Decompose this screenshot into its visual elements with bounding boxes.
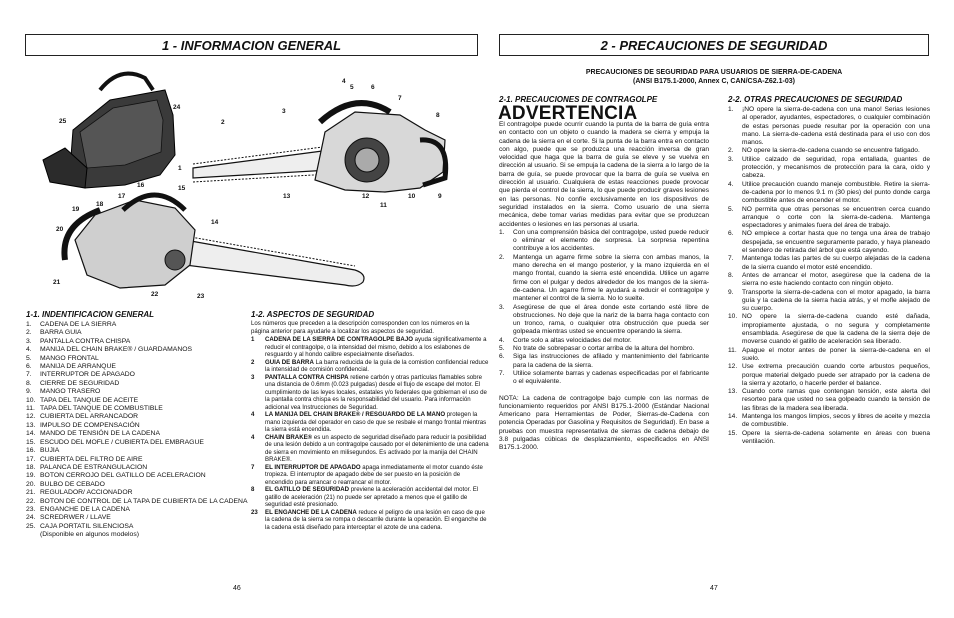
list-item: [251, 411, 489, 434]
list-item-number: [26, 531, 40, 539]
list-item-number: 8.: [728, 271, 734, 279]
list-item-text: ¡NO opere la sierra-de-cadena con una mano! Serias lesiones al operador, ayudantes, espectadores, o cualquier combinación de estas personas puede resultar por la operación con una mano. La sierra-de-cadena está destinada para el uso con dos manos.: [742, 106, 930, 147]
list-item: [251, 464, 489, 487]
left-header-title: 1 - INFORMACION GENERAL: [161, 37, 342, 53]
list-item-text: TAPA DEL TANQUE DE ACEITE: [40, 396, 139, 404]
list-item-text: [265, 486, 489, 509]
list-item-text: No trate de sobrepasar o cortar arriba de la altura del hombro.: [513, 345, 695, 353]
list-item-term: CHAIN BRAKE®: [265, 433, 313, 441]
callout-8: 8: [436, 112, 440, 119]
kickback-list: [499, 229, 709, 387]
list-item: [26, 464, 254, 472]
list-item: [26, 481, 254, 489]
list-item-description: previene la aceleración accidental del motor. El gatillo de aceleración (21) no puede ser apretado a menos que el gatillo de seguridad esté presionado.: [265, 486, 479, 508]
list-item-number: 14.: [728, 412, 738, 420]
list-item-number: 10.: [728, 313, 738, 321]
list-item-description: protegen la mano izquierda del operador en caso de que se resbale el mango frontal mientras la sierra está encendida.: [265, 411, 487, 433]
list-item-number: 19.: [26, 472, 36, 480]
saw-top-drawing: [193, 103, 446, 192]
callout-5: 5: [350, 84, 354, 91]
callout-24: 24: [173, 104, 181, 111]
list-item-number: 2.: [728, 147, 734, 155]
list-item-term: EL ENGANCHE DE LA CADENA: [265, 508, 357, 516]
callout-15: 15: [178, 185, 186, 192]
list-item-description: ayuda significativamente a reducir el contragolpe, o la intensidad del mismo, debido a los eslabones de resguardo y al hondo calibre especialmente diseñados.: [265, 336, 487, 358]
list-item: [26, 329, 254, 337]
list-item-text: Mantenga los mangos limpios, secos y libres de aceite y mezcla de combustible.: [742, 412, 930, 429]
list-item-text: Antes de arrancar el motor, asegúrese que la cadena de la sierra no este haciendo contacto con ningún objeto.: [742, 271, 930, 288]
list-item: [26, 506, 254, 514]
callout-18: 18: [96, 201, 104, 208]
list-item-description: es un aspecto de seguridad diseñado para reducir la posibilidad de una lesión debido a un contragolpe causado por el detenimiento de una cadena de sierra en movimiento en milisegundos. Es activado por la manija del CHAIN BRAKE®.: [265, 433, 489, 463]
other-precautions-list: [728, 106, 930, 446]
list-item: [251, 434, 489, 464]
callout-3: 3: [282, 108, 286, 115]
list-item-term: GUIA DE BARRA: [265, 358, 314, 366]
callout-2: 2: [221, 119, 225, 126]
list-item-text: [265, 509, 489, 532]
list-item-number: 18.: [26, 463, 36, 471]
list-item-number: 22.: [26, 497, 36, 505]
list-item-number: 7.: [499, 369, 505, 377]
chainsaw-illustration: [25, 60, 478, 310]
list-item-text: [265, 374, 489, 412]
list-item-text: SCREDRWER / LLAVE: [40, 514, 111, 522]
list-item-text: PANTALLA CONTRA CHISPA: [40, 337, 131, 345]
list-item: [26, 371, 254, 379]
kickback-title: 2-1. PRECAUCIONES DE CONTRAGOLPE: [499, 95, 658, 104]
warning-heading: ADVERTENCIA: [498, 103, 638, 124]
list-item: [251, 509, 489, 532]
list-item: [26, 514, 254, 522]
list-item-number: 6.: [728, 230, 734, 238]
list-item-text: Siga las instrucciones de afilado y mantenimiento del fabricante para la cadena de la sierra.: [513, 353, 709, 369]
list-item: [251, 359, 489, 374]
list-item: [499, 353, 709, 370]
list-item-number: 13.: [26, 421, 36, 429]
list-item-text: Asegúrese de que el área donde este cortando esté libre de obstrucciones. No deje que la nariz de la barra haga contacto con un tronco, rama, o cualquier otra obstrucción que pueda ser golpeada mientras usted se encuentre operando la sierra.: [513, 303, 709, 336]
list-item-number: 8.: [26, 379, 32, 387]
list-item: [26, 338, 254, 346]
list-item: [26, 413, 254, 421]
list-item: [728, 147, 930, 155]
right-title-line1: PRECAUCIONES DE SEGURIDAD PARA USUARIOS DE SIERRA-DE-CADENA: [585, 69, 843, 76]
list-item-text: PALANCA DE ESTRANGULACION: [40, 463, 148, 471]
list-item: [728, 313, 930, 346]
callout-11: 11: [380, 202, 387, 209]
list-item-number: 3: [251, 373, 255, 381]
list-item-text: BUJIA: [40, 447, 60, 455]
list-item-text: (Disponible en algunos modelos): [40, 531, 139, 539]
list-item-text: MANIJA DE ARRANQUE: [40, 363, 116, 371]
list-item-text: Use extrema precaución cuando corte arbustos pequeños, porque material delgado puede ser atrapado por la cadena de la sierra y azotarlo, o hacerle perder el balance.: [742, 363, 930, 387]
list-item-description: apaga inmediatamente el motor cuando éste tropieza. El interruptor de apagado debe de ser puesto en la posición de encendido para arrancar o rearrancar el motor.: [265, 463, 483, 486]
list-item: [499, 254, 709, 304]
callout-6: 6: [371, 84, 375, 91]
list-item: [499, 370, 709, 387]
callout-20: 20: [56, 226, 64, 233]
list-item-text: Utilice solamente barras y cadenas especificadas por el fabricante o el equivalente.: [513, 369, 709, 386]
list-item-number: 3.: [26, 337, 32, 345]
list-item-number: 4.: [26, 346, 32, 354]
list-item-number: 9.: [26, 388, 32, 396]
parts-title: 1-1. INDENTIFICACION GENERAL: [26, 310, 155, 319]
list-item: [26, 405, 254, 413]
list-item-description: retiene carbón y otras partículas flamables sobre una distancia de 0.6mm (0.023 pulgadas) desde el flujo de escape del motor. El cumplimiento de las leyes locales, estatales y/o federales que gobiernan el uso de la pantalla contra chispa es la responsabilidad del usuario. Para información adicional vea Instrucciones de Seguridad.: [265, 373, 487, 411]
list-item-text: BULBO DE CEBADO: [40, 480, 105, 488]
list-item: [26, 447, 254, 455]
list-item: [499, 229, 709, 254]
list-item-text: MANGO TRASERO: [40, 388, 101, 396]
callout-23: 23: [197, 293, 205, 300]
list-item-number: 2: [251, 358, 255, 366]
callout-1: 1: [178, 165, 182, 172]
list-item: [26, 430, 254, 438]
list-item: [251, 336, 489, 359]
list-item: [26, 388, 254, 396]
list-item-text: CADENA DE LA SIERRA: [40, 321, 117, 328]
list-item: [728, 106, 930, 147]
list-item-number: 3.: [499, 303, 505, 311]
list-item-number: 2.: [26, 329, 32, 337]
list-item-text: CIERRE DE SEGURIDAD: [40, 379, 120, 387]
list-item: [728, 363, 930, 388]
list-item-number: 7.: [26, 371, 32, 379]
kickback-note: NOTA: La cadena de contragolpe bajo cumple con las normas de funcionamiento requeridos por ANSI B175.1-2000 (Estándar Nacional Americano para Herramientas de Poder, Sierras-de-Cadena con potencia Operadas por Gasolina y Requisitos de Seguridad). En base a pruebas con muestra representativa de sierras de cadena debajo de 3.8 pulgadas cúbicas de desplazamiento, especificados en ANSI B175.1-2000.: [499, 394, 709, 452]
list-item-description: reduce el peligro de una lesión en caso de que la cadena de la sierra se rompa o descarrile durante la operación. El enganche de la cadena está diseñado para interceptar el azote de una cadena.: [265, 508, 487, 531]
list-item-number: 15.: [26, 438, 36, 446]
list-item: [26, 439, 254, 447]
list-item-number: 7.: [728, 255, 734, 263]
list-item: [26, 397, 254, 405]
callout-4: 4: [342, 78, 346, 85]
list-item-number: 1.: [26, 321, 32, 328]
list-item-number: 23: [251, 508, 258, 516]
list-item-text: BOTON DE CONTROL DE LA TAPA DE CUBIERTA DE LA CADENA: [40, 497, 248, 505]
aspects-intro: Los números que preceden a la descripción corresponden con los números en la página anterior para ayudarle a localizar los aspectos de seguridad.: [251, 320, 470, 335]
list-item-text: NO permita que otras personas se encuentren cerca cuando arranque o corte con la sierra-de-cadena. Mantenga espectadores y animales fuera del área de trabajo.: [742, 205, 930, 230]
right-title-block: [499, 68, 929, 86]
list-item-number: 4.: [499, 336, 505, 344]
callout-9: 9: [438, 193, 442, 200]
right-title-line2: (ANSI B175.1-2000, Annex C, CAN/CSA-Z62.1-03): [633, 78, 795, 85]
list-item: [499, 337, 709, 345]
list-item-text: [265, 411, 489, 434]
callout-14: 14: [211, 219, 219, 226]
list-item: [728, 181, 930, 206]
callout-13: 13: [283, 193, 291, 200]
list-item-number: 5.: [728, 205, 734, 213]
page-number-left: 46: [233, 585, 241, 592]
list-item-number: 4.: [728, 180, 734, 188]
list-item-text: Mantenga todas las partes de su cuerpo alejadas de la cadena de la sierra cuando el motor esté encendido.: [742, 255, 930, 271]
list-item-number: 9.: [728, 288, 734, 296]
list-item: [26, 363, 254, 371]
list-item: [26, 355, 254, 363]
page-number-right: 47: [710, 585, 718, 592]
list-item: [26, 321, 254, 329]
list-item-number: 20.: [26, 480, 36, 488]
list-item-term: PANTALLA CONTRA CHISPA: [265, 373, 349, 381]
list-item-text: CAJA PORTATIL SILENCIOSA: [40, 522, 134, 530]
list-item: [251, 486, 489, 509]
callout-17: 17: [118, 193, 126, 200]
list-item-number: 3.: [728, 155, 734, 163]
callout-16: 16: [137, 182, 145, 189]
list-item-text: [265, 336, 489, 359]
list-item-text: TAPA DEL TANQUE DE COMBUSTIBLE: [40, 405, 163, 413]
list-item-text: ENGANCHE DE LA CADENA: [40, 505, 130, 513]
other-precautions-title: 2-2. OTRAS PRECAUCIONES DE SEGURIDAD: [728, 95, 903, 104]
list-item-number: 13.: [728, 388, 738, 396]
list-item-text: BOTON CERROJO DEL GATILLO DE ACELERACION: [40, 472, 206, 480]
list-item-number: 5.: [499, 345, 505, 353]
list-item-text: REGULADOR/ ACCIONADOR: [40, 489, 133, 497]
list-item-text: IMPULSO DE COMPENSACIÓN: [40, 421, 140, 429]
list-item: [728, 156, 930, 181]
list-item-number: 17.: [26, 455, 36, 463]
list-item-text: Cuando corte ramas que contengan tensión, este alerta del resorteo para que usted no sea golpeado cuando la tensión de las fibras de la madera sea liberada.: [742, 388, 930, 412]
list-item-text: CUBIERTA DEL ARRANCADOR: [40, 413, 139, 421]
list-item-text: MANIJA DEL CHAIN BRAKE® / GUARDAMANOS: [40, 346, 193, 354]
list-item-text: Opere la sierra-de-cadena solamente en áreas con buena ventilación.: [742, 429, 930, 445]
list-item-text: NO opere la sierra-de-cadena cuando se encuentre fatigado.: [742, 147, 920, 155]
list-item-text: ESCUDO DEL MOFLE / CUBIERTA DEL EMBRAGUE: [40, 438, 204, 446]
list-item-number: 6.: [26, 363, 32, 371]
right-page-header: [499, 34, 929, 56]
list-item: [26, 489, 254, 497]
list-item: [728, 430, 930, 447]
list-item-text: BARRA GUIA: [40, 329, 82, 337]
list-item-number: 21.: [26, 489, 36, 497]
list-item: [26, 380, 254, 388]
list-item-text: NO opere la sierra-de-cadena cuando esté dañada, impropiamente ajustada, o no segura y completamente ensamblada. Asegúrese de que la cadena de la sierra deje de moverse cuando el gatillo de aceleración sea liberado.: [742, 313, 930, 346]
list-item-number: 12.: [26, 413, 36, 421]
list-item-text: Corte solo a altas velocidades del motor.: [513, 336, 632, 344]
list-item-number: 11.: [26, 405, 35, 413]
parts-list: [26, 321, 254, 540]
list-item-number: 6.: [499, 353, 505, 361]
callout-22: 22: [151, 291, 159, 298]
list-item-number: 25.: [26, 522, 36, 530]
list-item-number: 2.: [499, 253, 505, 261]
aspects-section: [251, 320, 489, 531]
list-item-number: 8: [251, 486, 255, 493]
list-item: [728, 206, 930, 231]
list-item-number: 11.: [728, 346, 737, 354]
list-item-text: Utilice calzado de seguridad, ropa entallada, guantes de protección, y mecanismos de protección para la cara, oído y cabeza.: [742, 155, 930, 180]
list-item: [728, 272, 930, 289]
list-item: [728, 230, 930, 255]
list-item-text: Mantenga un agarre firme sobre la sierra con ambas manos, la mano derecha en el mango posterior, y la mano izquierda en el mango frontal, cuando la sierra esté encendida. Utilice un agarre firme con el pulgar y dedos alrededor de los mangos de la sierra-de-cadena. Un agarre firme le ayudará a reducir el contragolpe y mantener el control de la sierra. No lo suelte.: [513, 253, 709, 303]
list-item-text: Utilice precaución cuando maneje combustible. Retire la sierra-de-cadena por lo menos 9.1 m (30 pies) del punto donde carga combustible antes de encender el motor.: [742, 180, 930, 205]
aspects-list: [251, 336, 489, 531]
list-item: [26, 456, 254, 464]
list-item-text: [265, 464, 489, 487]
list-item-number: 1.: [499, 228, 505, 236]
aspects-title: 1-2. ASPECTOS DE SEGURIDAD: [251, 310, 375, 319]
callout-12: 12: [362, 193, 370, 200]
callout-21: 21: [53, 279, 61, 286]
callout-19: 19: [72, 206, 80, 213]
callout-10: 10: [408, 193, 416, 200]
list-item: [26, 346, 254, 354]
list-item-number: 12.: [728, 363, 738, 371]
list-item: [26, 498, 254, 506]
list-item-number: 24.: [26, 514, 36, 522]
list-item-number: 16.: [26, 447, 36, 455]
list-item-text: CUBIERTA DEL FILTRO DE AIRE: [40, 455, 143, 463]
list-item-description: La barra reducida de la guía de la comistion confidencial reduce la intensidad de comisión confidencial.: [265, 358, 489, 373]
carry-case-drawing: [43, 74, 175, 188]
list-item-number: 1.: [728, 106, 734, 113]
list-item: [26, 531, 254, 539]
callout-25: 25: [59, 118, 67, 125]
list-item: [728, 255, 930, 272]
list-item-text: Transporte la sierra-de-cadena con el motor apagado, la barra guía y la cadena de la sierra hacia atrás, y el mofle alejado de su cuerpo.: [742, 288, 930, 313]
list-item: [728, 289, 930, 314]
list-item-text: [265, 359, 489, 374]
other-precautions-section: [728, 106, 930, 446]
list-item-text: [265, 434, 489, 464]
list-item-text: MANGO FRONTAL: [40, 354, 99, 362]
list-item: [499, 345, 709, 353]
list-item-number: 23.: [26, 505, 36, 513]
kickback-intro: El contragolpe puede ocurrir cuando la punta de la barra de guía entra en contacto con un objeto o cuando la madera se cierra y empuja la cadena de la sierra en el corte. Si la punta de la barra entra en contacto con algo, puede que se produzca una reacción inversa de gran velocidad que haga que la barra de guía se eleve y se vuelva en dirección al usuario. Si se empuja la cadena de la sierra a lo largo de la barra de guía, se puede provocar que la barra de guía se vuelva en dirección al usuario. Cualquiera de estas reacciones puede provocar que pierda el control de la sierra, lo que puede producir graves lesiones en las personas. No confíe exclusivamente en los dispositivos de seguridad instalados en la sierra. Como usuario de una sierra mecánica, debe tomar varias medidas para evitar que se produzcan accidentes o lesiones en las personas al usarla.: [499, 121, 709, 228]
saw-bottom-drawing: [64, 195, 364, 288]
list-item: [499, 304, 709, 337]
kickback-section: [499, 121, 709, 453]
list-item-number: 4: [251, 411, 255, 418]
list-item: [26, 472, 254, 480]
list-item-text: MANDO DE TENSIÓN DE LA CADENA: [40, 430, 160, 438]
list-item-text: NO empiece a cortar hasta que no tenga una área de trabajo despejada, se encuentre seguramente parado, y haya planeado el sendero de retirada del árbol que está cayendo.: [742, 230, 930, 255]
list-item: [251, 374, 489, 412]
list-item-number: 5.: [26, 354, 32, 362]
list-item-number: 4: [251, 433, 255, 441]
list-item-number: 7: [251, 463, 255, 471]
list-item: [728, 388, 930, 413]
list-item-text: Con una comprensión básica del contragolpe, usted puede reducir o eliminar el elemento de sorpresa. La sorpresa repentina contribuye a los accidentes.: [513, 228, 709, 253]
left-page-header: [25, 34, 478, 56]
list-item-number: 14.: [26, 430, 36, 438]
list-item: [728, 413, 930, 430]
list-item-text: INTERRUPTOR DE APAGADO: [40, 371, 135, 379]
list-item-term: CADENA DE LA SIERRA DE CONTRAGOLPE BAJO: [265, 336, 413, 343]
list-item-term: EL GATILLO DE SEGURIDAD: [265, 486, 350, 493]
list-item-number: 15.: [728, 429, 738, 437]
list-item-number: 1: [251, 336, 255, 343]
list-item-term: EL INTERRUPTOR DE APAGADO: [265, 463, 361, 471]
list-item: [26, 523, 254, 531]
callout-7: 7: [398, 95, 402, 102]
list-item: [728, 347, 930, 364]
list-item-text: Apague el motor antes de poner la sierra-de-cadena en el suelo.: [742, 346, 930, 362]
right-header-title: 2 - PRECAUCIONES DE SEGURIDAD: [600, 37, 828, 53]
list-item-term: LA MANIJA DEL CHAIN BRAKE® / RESGUARDO DE LA MANO: [265, 411, 446, 418]
list-item-number: 10.: [26, 396, 36, 404]
